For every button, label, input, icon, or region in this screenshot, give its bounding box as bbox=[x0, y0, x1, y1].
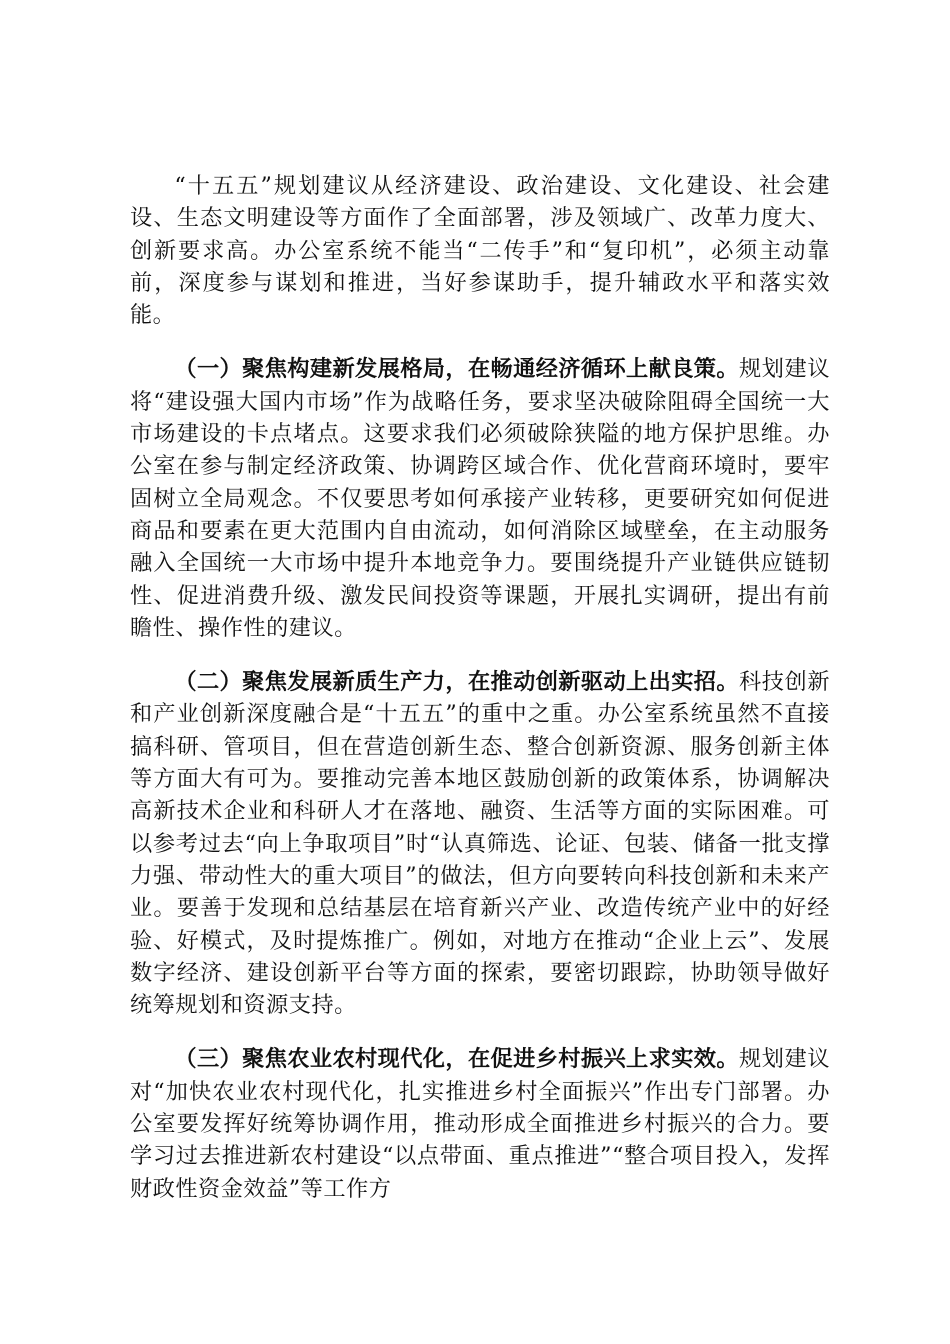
section-heading: （二）聚焦发展新质生产力，在推动创新驱动上出实招。 bbox=[174, 669, 739, 696]
paragraph-text: 科技创新和产业创新深度融合是“十五五”的重中之重。办公室系统虽然不直接搞科研、管项目，但在营造创新生态、整合创新资源、服务创新主体等方面大有可为。要推动完善本地区鼓励创新的政策体系，协调解决高新技术企业和科研人才在落地、融资、生活等方面的实际困难。可以参考过去“向上争取项目”时“认真筛选、论证、包装、储备一批支撑力强、带动性大的重大项目”的做法，但方向要转向科技创新和未来产业。要善于发现和总结基层在培育新兴产业、改造传统产业中的好经验、好模式，及时提炼推广。例如，对地方在推动“企业上云”、发展数字经济、建设创新平台等方面的探索，要密切跟踪，协助领导做好统筹规划和资源支持。 bbox=[130, 669, 831, 1019]
document-body bbox=[130, 170, 830, 1227]
paragraph-text: 规划建议对“加快农业农村现代化，扎实推进乡村全面振兴”作出专门部署。办公室要发挥好统筹协调作用，推动形成全面推进乡村振兴的合力。要学习过去推进新农村建设“以点带面、重点推进”“整合项目投入，发挥财政性资金效益”等工作方 bbox=[130, 1046, 831, 1202]
paragraph-section-3 bbox=[130, 1043, 830, 1204]
paragraph-section-1 bbox=[130, 353, 830, 644]
paragraph-intro bbox=[130, 170, 830, 331]
section-heading: （三）聚焦农业农村现代化，在促进乡村振兴上求实效。 bbox=[174, 1046, 739, 1073]
paragraph-section-2 bbox=[130, 666, 830, 1021]
paragraph-text: 规划建议将“建设强大国内市场”作为战略任务，要求坚决破除阻碍全国统一大市场建设的卡点堵点。这要求我们必须破除狭隘的地方保护思维。办公室在参与制定经济政策、协调跨区域合作、优化营商环境时，要牢固树立全局观念。不仅要思考如何承接产业转移，更要研究如何促进商品和要素在更大范围内自由流动，如何消除区域壁垒，在主动服务融入全国统一大市场中提升本地竞争力。要围绕提升产业链供应链韧性、促进消费升级、激发民间投资等课题，开展扎实调研，提出有前瞻性、操作性的建议。 bbox=[130, 356, 831, 641]
paragraph-text: “十五五”规划建议从经济建设、政治建设、文化建设、社会建设、生态文明建设等方面作了全面部署，涉及领域广、改革力度大、创新要求高。办公室系统不能当“二传手”和“复印机”，必须主动靠前，深度参与谋划和推进，当好参谋助手，提升辅政水平和落实效能。 bbox=[130, 173, 830, 329]
section-heading: （一）聚焦构建新发展格局，在畅通经济循环上献良策。 bbox=[174, 356, 739, 383]
